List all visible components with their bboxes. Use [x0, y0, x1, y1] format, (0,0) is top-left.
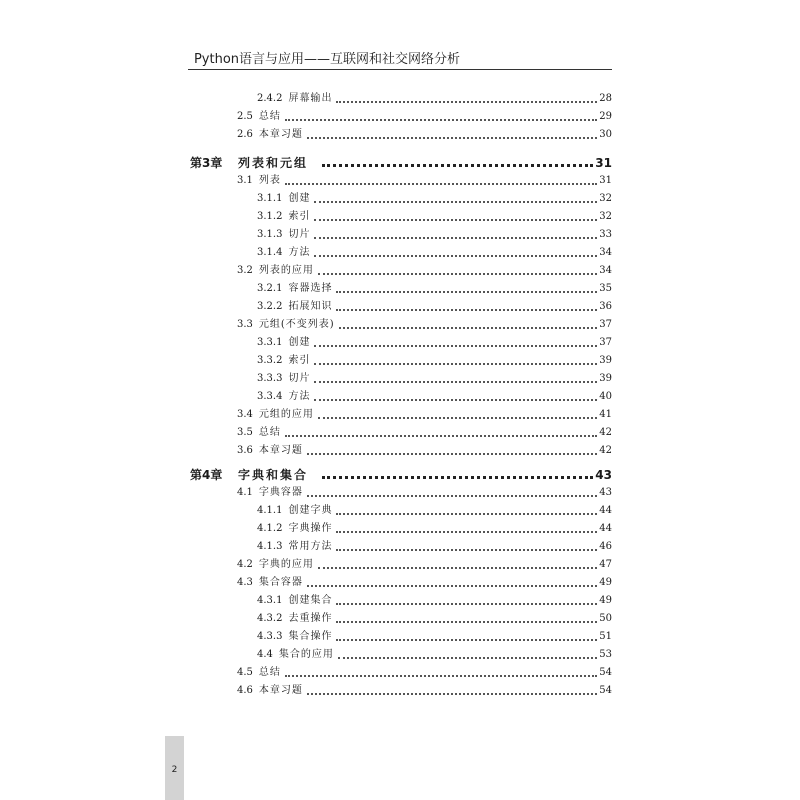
toc-page-number: 28 — [599, 93, 612, 104]
toc-entry-row — [257, 630, 612, 644]
toc-entry-row — [257, 246, 612, 260]
dot-leader — [285, 429, 597, 437]
toc-page-number: 43 — [599, 487, 612, 498]
dot-leader — [336, 525, 597, 533]
page-number: 2 — [171, 765, 178, 775]
toc-entry-title: 常用方法 — [288, 541, 333, 552]
toc-page-number: 33 — [599, 229, 612, 240]
toc-entry-title: 创建 — [288, 337, 311, 348]
toc-entry-number: 3.2 — [237, 265, 253, 276]
toc-entry-number: 3.5 — [237, 427, 253, 438]
toc-entry-row — [237, 264, 612, 278]
toc-entry-title: 元组的应用 — [258, 409, 314, 420]
toc-page-number: 32 — [599, 193, 612, 204]
toc-entry-number: 2.6 — [237, 129, 253, 140]
toc-entry-number: 4.1.1 — [257, 505, 283, 516]
toc-page-number: 42 — [599, 445, 612, 456]
toc-entry-title: 创建 — [288, 193, 311, 204]
toc-entry-row — [237, 558, 612, 572]
toc-page-number: 53 — [599, 649, 612, 660]
toc-entry-row — [257, 372, 612, 386]
dot-leader — [314, 375, 597, 383]
dot-leader — [285, 177, 597, 185]
toc-entry-row — [237, 110, 612, 124]
toc-entry-title: 方法 — [288, 391, 311, 402]
toc-entry-row — [237, 444, 612, 458]
toc-entry-title: 总结 — [258, 427, 281, 438]
toc-entry-title: 屏幕输出 — [288, 93, 333, 104]
toc-entry-row — [237, 318, 612, 332]
toc-entry-title: 方法 — [288, 247, 311, 258]
toc-page-number: 36 — [599, 301, 612, 312]
toc-page-number: 41 — [599, 409, 612, 420]
dot-leader — [307, 447, 597, 455]
toc-entry-title: 去重操作 — [288, 613, 333, 624]
toc-entry-title: 创建集合 — [288, 595, 333, 606]
toc-entry-number: 3.2.1 — [257, 283, 283, 294]
toc-chapter-row — [190, 156, 612, 170]
dot-leader — [285, 669, 597, 677]
toc-entry-number: 3.1.3 — [257, 229, 283, 240]
toc-entry-row — [257, 354, 612, 368]
dot-leader — [314, 213, 597, 221]
dot-leader — [336, 507, 597, 515]
toc-page-number: 37 — [599, 319, 612, 330]
toc-entry-number: 3.3 — [237, 319, 253, 330]
dot-leader — [285, 113, 597, 121]
toc-page-number: 49 — [599, 595, 612, 606]
dot-leader — [336, 597, 597, 605]
dot-leader — [307, 579, 597, 587]
toc-entry-title: 拓展知识 — [288, 301, 333, 312]
dot-leader — [307, 489, 597, 497]
dot-leader — [307, 687, 597, 695]
toc-entry-title: 总结 — [258, 111, 281, 122]
toc-entry-title: 集合的应用 — [278, 649, 334, 660]
toc-entry-row — [257, 522, 612, 536]
toc-page-number: 39 — [599, 373, 612, 384]
dot-leader — [336, 633, 597, 641]
toc-entry-row — [257, 210, 612, 224]
toc-entry-title: 字典操作 — [288, 523, 333, 534]
toc-entry-row — [257, 612, 612, 626]
toc-entry-number: 3.1.2 — [257, 211, 283, 222]
toc-page-number: 31 — [595, 156, 612, 170]
toc-entry-number: 3.3.3 — [257, 373, 283, 384]
toc-page-number: 50 — [599, 613, 612, 624]
toc-entry-row — [237, 408, 612, 422]
toc-entry-number: 3.1.4 — [257, 247, 283, 258]
dot-leader — [307, 131, 597, 139]
toc-entry-title: 集合操作 — [288, 631, 333, 642]
running-header: Python语言与应用——互联网和社交网络分析 — [193, 52, 461, 67]
toc-page-number: 54 — [599, 685, 612, 696]
toc-entry-title: 列表和元组 — [238, 156, 309, 170]
toc-entry-row — [257, 192, 612, 206]
dot-leader — [314, 195, 597, 203]
toc-entry-number: 4.1.3 — [257, 541, 283, 552]
toc-page-number: 43 — [595, 468, 612, 482]
toc-entry-number: 3.1 — [237, 175, 253, 186]
toc-entry-row — [257, 504, 612, 518]
toc-entry-title: 切片 — [288, 373, 311, 384]
toc-entry-row — [237, 486, 612, 500]
dot-leader — [314, 339, 597, 347]
toc-chapter-row — [190, 468, 612, 482]
dot-leader — [322, 470, 593, 479]
toc-page-number: 34 — [599, 247, 612, 258]
toc-page-number: 32 — [599, 211, 612, 222]
dot-leader — [336, 285, 597, 293]
toc-entry-number: 3.3.2 — [257, 355, 283, 366]
dot-leader — [336, 95, 597, 103]
toc-entry-number: 4.2 — [237, 559, 253, 570]
toc-page-number: 49 — [599, 577, 612, 588]
toc-entry-title: 本章习题 — [258, 685, 303, 696]
toc-entry-title: 容器选择 — [288, 283, 333, 294]
toc-entry-row — [257, 300, 612, 314]
page-number-tab — [165, 736, 184, 800]
toc-entry-row — [237, 174, 612, 188]
toc-page-number: 54 — [599, 667, 612, 678]
toc-entry-number: 4.3.1 — [257, 595, 283, 606]
toc-page-number: 37 — [599, 337, 612, 348]
toc-entry-row — [257, 648, 612, 662]
toc-entry-number: 第4章 — [190, 468, 223, 482]
toc-entry-title: 索引 — [288, 211, 311, 222]
toc-entry-title: 总结 — [258, 667, 281, 678]
dot-leader — [338, 651, 597, 659]
toc-page-number: 51 — [599, 631, 612, 642]
toc-entry-number: 3.3.1 — [257, 337, 283, 348]
toc-page-number: 39 — [599, 355, 612, 366]
toc-entry-number: 3.4 — [237, 409, 253, 420]
toc-entry-number: 4.1.2 — [257, 523, 283, 534]
toc-page-number: 47 — [599, 559, 612, 570]
toc-entry-row — [257, 594, 612, 608]
toc-entry-title: 元组(不变列表) — [258, 319, 335, 330]
toc-entry-number: 第3章 — [190, 156, 223, 170]
toc-entry-number: 4.1 — [237, 487, 253, 498]
toc-page-number: 30 — [599, 129, 612, 140]
dot-leader — [314, 357, 597, 365]
toc-entry-title: 本章习题 — [258, 445, 303, 456]
toc-entry-title: 字典和集合 — [238, 468, 309, 482]
toc-entry-number: 4.5 — [237, 667, 253, 678]
dot-leader — [318, 561, 597, 569]
toc-entry-title: 本章习题 — [258, 129, 303, 140]
toc-entry-number: 3.6 — [237, 445, 253, 456]
toc-page-number: 46 — [599, 541, 612, 552]
toc-entry-title: 集合容器 — [258, 577, 303, 588]
toc-entry-number: 2.4.2 — [257, 93, 283, 104]
toc-entry-title: 字典的应用 — [258, 559, 314, 570]
toc-entry-row — [257, 282, 612, 296]
toc-entry-number: 4.3 — [237, 577, 253, 588]
toc-entry-number: 3.1.1 — [257, 193, 283, 204]
toc-entry-number: 4.4 — [257, 649, 273, 660]
dot-leader — [336, 303, 597, 311]
toc-entry-title: 字典容器 — [258, 487, 303, 498]
toc-entry-row — [257, 92, 612, 106]
toc-entry-title: 创建字典 — [288, 505, 333, 516]
toc-entry-number: 3.3.4 — [257, 391, 283, 402]
dot-leader — [339, 321, 598, 329]
dot-leader — [318, 267, 597, 275]
dot-leader — [336, 543, 597, 551]
toc-entry-row — [257, 228, 612, 242]
toc-entry-row — [257, 540, 612, 554]
dot-leader — [314, 249, 597, 257]
toc-page-number: 31 — [599, 175, 612, 186]
toc-page-number: 40 — [599, 391, 612, 402]
toc-entry-number: 2.5 — [237, 111, 253, 122]
toc-entry-row — [257, 390, 612, 404]
toc-entry-number: 4.3.2 — [257, 613, 283, 624]
dot-leader — [322, 158, 593, 167]
toc-entry-row — [237, 128, 612, 142]
toc-page-number: 42 — [599, 427, 612, 438]
dot-leader — [314, 231, 597, 239]
toc-entry-title: 切片 — [288, 229, 311, 240]
toc-entry-title: 列表 — [258, 175, 281, 186]
toc-entry-row — [237, 426, 612, 440]
toc-page-number: 35 — [599, 283, 612, 294]
toc-page-number: 34 — [599, 265, 612, 276]
dot-leader — [314, 393, 597, 401]
toc-entry-row — [237, 684, 612, 698]
toc-entry-title: 索引 — [288, 355, 311, 366]
toc-entry-row — [237, 666, 612, 680]
toc-page-number: 29 — [599, 111, 612, 122]
toc-entry-number: 3.2.2 — [257, 301, 283, 312]
toc-entry-number: 4.3.3 — [257, 631, 283, 642]
dot-leader — [336, 615, 597, 623]
toc-page-number: 44 — [599, 523, 612, 534]
toc-entry-row — [257, 336, 612, 350]
toc-entry-title: 列表的应用 — [258, 265, 314, 276]
toc-page-number: 44 — [599, 505, 612, 516]
dot-leader — [318, 411, 597, 419]
toc-entry-row — [237, 576, 612, 590]
toc-entry-number: 4.6 — [237, 685, 253, 696]
